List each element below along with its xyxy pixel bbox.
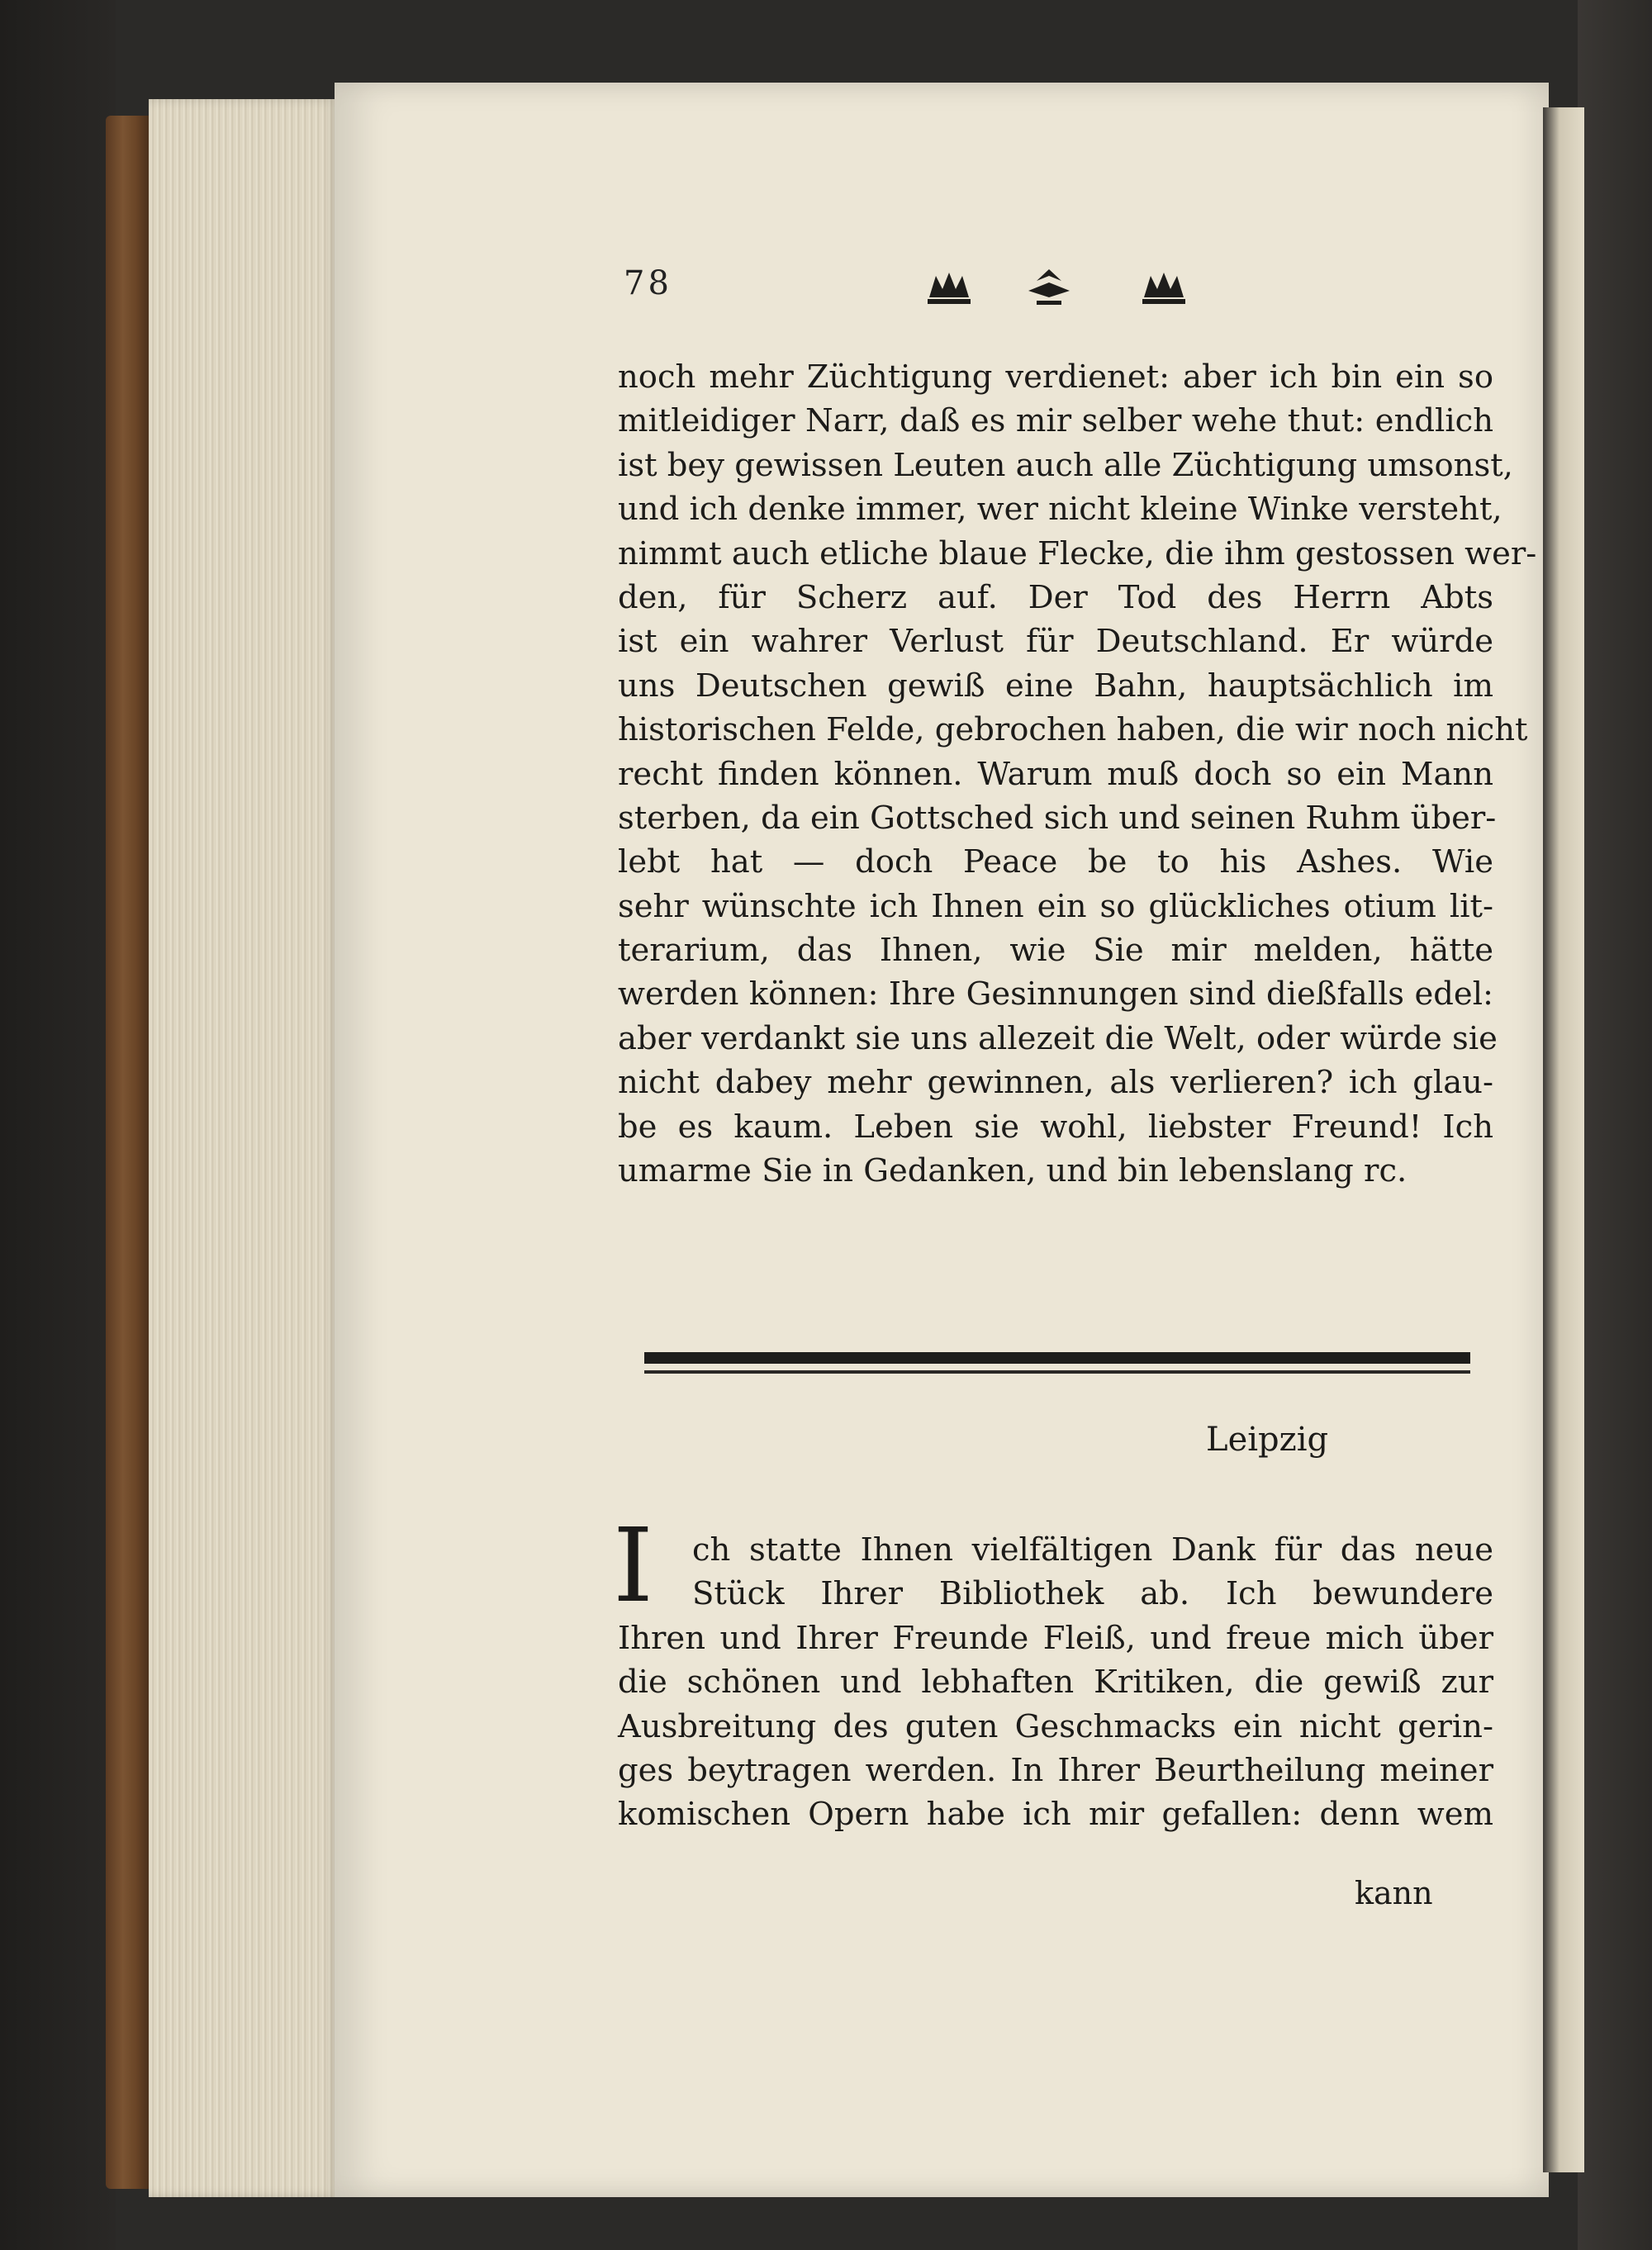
section-divider bbox=[644, 1342, 1470, 1384]
new-letter-text bbox=[618, 1528, 1493, 1837]
text-line: den, für Scherz auf. Der Tod des Herrn Abts bbox=[618, 578, 1493, 616]
text-line: Stück Ihrer Bibliothek ab. Ich bewundere bbox=[692, 1575, 1493, 1613]
crown-ornament-icon bbox=[913, 264, 1210, 314]
divider-thin-rule bbox=[644, 1370, 1470, 1374]
text-line: aber verdankt sie uns allezeit die Welt, oder würde sie bbox=[618, 1019, 1498, 1057]
text-line: ist bey gewissen Leuten auch alle Züchtigung umsonst, bbox=[618, 446, 1513, 484]
text-line: uns Deutschen gewiß eine Bahn, hauptsächlich im bbox=[618, 667, 1493, 705]
text-line: sterben, da ein Gottsched sich und seinen Ruhm über- bbox=[618, 799, 1497, 837]
text-line: komischen Opern habe ich mir gefallen: denn wem bbox=[618, 1796, 1493, 1834]
text-line: nimmt auch etliche blaue Flecke, die ihm gestossen wer- bbox=[618, 534, 1537, 572]
text-line: Ausbreitung des guten Geschmacks ein nicht gerin- bbox=[618, 1707, 1493, 1745]
text-line: nicht dabey mehr gewinnen, als verlieren? ich glau- bbox=[618, 1064, 1493, 1102]
page-header bbox=[624, 264, 1491, 314]
letter-continuation-text bbox=[618, 355, 1537, 1193]
text-line: ch statte Ihnen vielfältigen Dank für das neue bbox=[692, 1531, 1493, 1569]
page-stack-edge bbox=[149, 99, 339, 2197]
text-line: Ihren und Ihrer Freunde Fleiß, und freue mich über bbox=[618, 1619, 1493, 1657]
text-line: ist ein wahrer Verlust für Deutschland. Er würde bbox=[618, 623, 1493, 661]
text-line: be es kaum. Leben sie wohl, liebster Freund! Ich bbox=[618, 1108, 1493, 1146]
text-line: historischen Felde, gebrochen haben, die wir noch nicht bbox=[618, 711, 1528, 749]
page-number: 78 bbox=[624, 264, 672, 302]
text-line: werden können: Ihre Gesinnungen sind dießfalls edel: bbox=[618, 975, 1493, 1013]
text-line: terarium, das Ihnen, wie Sie mir melden, hätte bbox=[618, 932, 1493, 970]
book-cover-edge bbox=[106, 116, 149, 2189]
text-line: ges beytragen werden. In Ihrer Beurtheilung meiner bbox=[618, 1751, 1493, 1789]
background-left bbox=[0, 0, 116, 2250]
text-line: die schönen und lebhaften Kritiken, die gewiß zur bbox=[618, 1664, 1493, 1702]
divider-thick-rule bbox=[644, 1352, 1470, 1364]
text-line: sehr wünschte ich Ihnen ein so glückliches otium lit- bbox=[618, 887, 1493, 925]
text-line: recht finden können. Warum muß doch so ein Mann bbox=[618, 755, 1493, 793]
text-line: noch mehr Züchtigung verdienet: aber ich bin ein so bbox=[618, 358, 1493, 396]
catchword: kann bbox=[1355, 1875, 1433, 1911]
background-right bbox=[1578, 0, 1652, 2250]
drop-cap-initial: I bbox=[613, 1507, 653, 1626]
text-line: und ich denke immer, wer nicht kleine Winke versteht, bbox=[618, 491, 1502, 529]
text-line: mitleidiger Narr, daß es mir selber wehe thut: endlich bbox=[618, 402, 1493, 440]
facing-page-edge bbox=[1543, 107, 1584, 2172]
text-line: umarme Sie in Gedanken, und bin lebenslang rc. bbox=[618, 1152, 1408, 1190]
text-line: lebt hat — doch Peace be to his Ashes. Wie bbox=[618, 843, 1493, 881]
letter-place-heading: Leipzig bbox=[1206, 1421, 1329, 1459]
